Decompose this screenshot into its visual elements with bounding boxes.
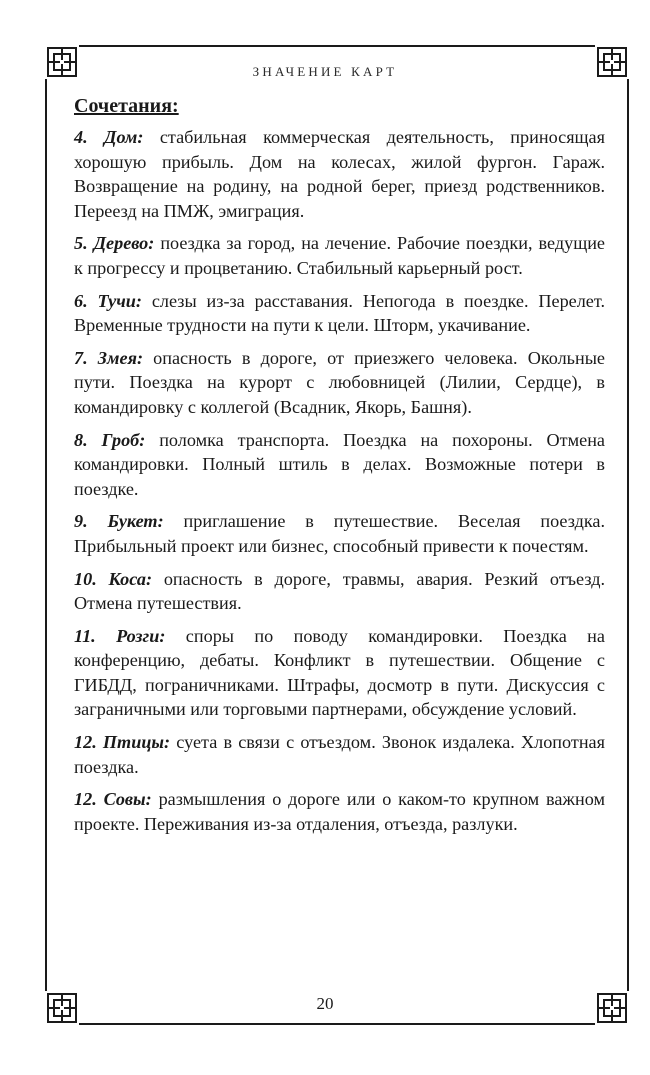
entry-text: слезы из-за расставания. Непогода в поездке. Перелет. Временные трудности на пути к цели. Шторм, укачивание.	[74, 290, 606, 336]
entry-ptitsy	[74, 730, 605, 779]
entry-text: размышления о дороге или о каком-то крупном важном проекте. Переживания из-за отдаления, отъезда, разлуки.	[74, 789, 605, 834]
entry-term: 7. Змея:	[74, 347, 143, 368]
entry-rozgi	[74, 624, 605, 722]
entry-kosa	[74, 567, 605, 616]
entry-text: поломка транспорта. Поездка на похороны. Отмена командировки. Полный штиль в делах. Возможные потери в поездке.	[74, 429, 606, 499]
entry-term: 9. Букет:	[74, 511, 164, 532]
entry-term: 5. Дерево:	[74, 233, 155, 254]
running-head: ЗНАЧЕНИЕ КАРТ	[252, 64, 398, 79]
entry-derevo	[74, 231, 605, 280]
entry-text: опасность в дороге, травмы, авария. Резкий отъезд. Отмена путешествия.	[74, 568, 605, 614]
entry-grob	[74, 428, 605, 502]
entry-term: 10. Коса:	[74, 568, 153, 589]
entry-dom	[74, 125, 605, 223]
entry-text: поездка за город, на лечение. Рабочие поездки, ведущие к прогрессу и процветанию. Стабильный карьерный рост.	[74, 233, 606, 278]
entry-tuchi	[74, 289, 605, 338]
entry-buket	[74, 509, 605, 558]
entry-text: стабильная коммерческая деятельность, приносящая хорошую прибыль. Дом на колесах, жилой фургон. Гараж. Возвращение на родину, на родной берег, приезд родственников. Переезд на ПМЖ, эмиграция.	[74, 127, 605, 221]
page-content	[74, 93, 605, 844]
entry-term: 4. Дом:	[74, 127, 144, 147]
section-title: Сочетания:	[74, 95, 179, 117]
entry-sovy	[74, 787, 605, 836]
entry-term: 12. Совы:	[74, 789, 152, 810]
entry-term: 12. Птицы:	[74, 732, 171, 753]
entry-zmeya	[74, 346, 605, 420]
entry-text: опасность в дороге, от приезжего человека. Окольные пути. Поездка на курорт с любовницей (Лилии, Сердце), в командировку с коллегой (Всадник, Якорь, Башня).	[74, 347, 605, 417]
entry-term: 11. Розги:	[74, 625, 166, 646]
entry-text: споры по поводу командировки. Поездка на конференцию, дебаты. Конфликт в путешествии. Общение с ГИБДД, пограничниками. Штрафы, досмотр в пути. Дискуссия с заграничными или торговыми партнерами, обсуждение условий.	[74, 625, 605, 720]
entry-term: 6. Тучи:	[74, 290, 142, 311]
entry-text: приглашение в путешествие. Веселая поездка. Прибыльный проект или бизнес, способный привести к почестям.	[74, 511, 605, 556]
page-number: 20	[316, 994, 334, 1013]
entry-text: суета в связи с отъездом. Звонок издалека. Хлопотная поездка.	[74, 732, 605, 777]
entry-term: 8. Гроб:	[74, 429, 146, 450]
